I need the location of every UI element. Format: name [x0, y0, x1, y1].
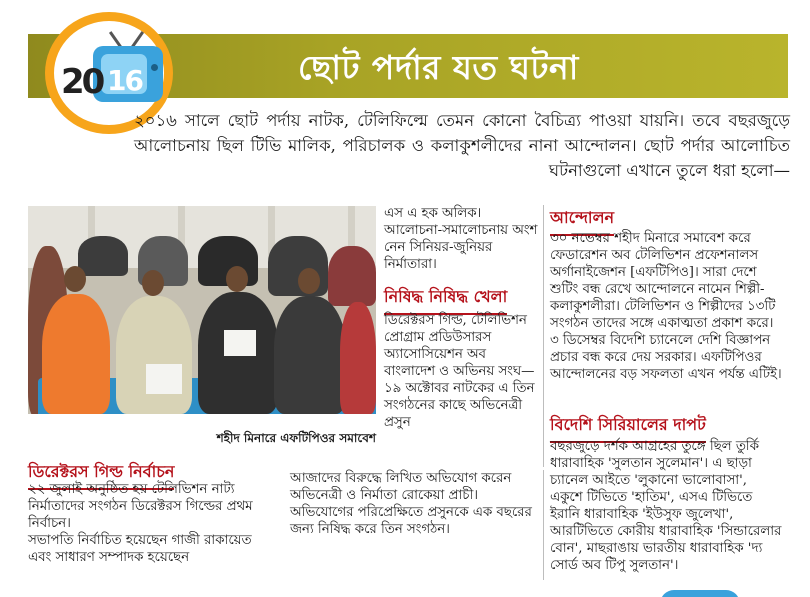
section-text-banned: ডিরেক্টরস গিল্ড, টেলিভিশন প্রোগ্রাম প্রডিউসারস অ্যাসোসিয়েশন অব বাংলাদেশ ও অভিনয় সংঘ— ১৯ অক্টোবর নাটকের এ তিন সংগঠনের কাছে অভিনেত্রী প্রসুন [384, 313, 535, 430]
section-text-foreign-serials: বছরজুড়ে দর্শক আগ্রহের তুঙ্গে ছিল তুর্কি ধারাবাহিক 'সুলতান সুলেমান'। এ ছাড়া চ্যানেল আইতে 'লুকানো ভালোবাসা', একুশে টিভিতে 'হাতিম', এসএ টিভিতে ইরানি ধারাবাহিক 'ইউসুফ জুলেখা', আরটিভিতে কোরীয় ধারাবাহিক 'সিন্ডারেলার বোন', মাছরাঙায় ভারতীয় ধারাবাহিক 'দ্য সোর্ড অব টিপু সুলতান'। [550, 439, 782, 573]
paragraph: অভিযোগের পরিপ্রেক্ষিতে প্রসুনকে এক বছরের জন্য নিষিদ্ধ করে তিন সংগঠন। [290, 505, 532, 537]
section-text-movement: ৩০ নভেম্বর শহীদ মিনারে সমাবেশ করে ফেডারেশন অব টেলিভিশন প্রফেশনালস অর্গানাইজেশন [এফটিপিও]। সারা দেশে শুটিং বন্ধ রেখে আন্দোলনে নামেন শিল্পী-কলাকুশলীরা। টেলিভিশন ও শিল্পীদের ১৩টি সংগঠন তাদের সঙ্গে একাত্মতা প্রকাশ করে। ৩ ডিসেম্বর বিদেশি চ্যানেলে দেশি বিজ্ঞাপন প্রচার বন্ধ করে দেয় সরকার। এফটিপিওর আন্দোলনের বড় সফলতা এখন পর্যন্ত এটিই। [550, 231, 782, 382]
photo-head [298, 268, 320, 294]
photo-paper [224, 330, 256, 356]
logo-year-part1: 20 [61, 62, 103, 102]
paragraph: সভাপতি নির্বাচিত হয়েছেন গাজী রাকায়েত এবং সাধারণ সম্পাদক হয়েছেন [28, 533, 252, 565]
column-divider [543, 470, 544, 580]
photo-person-dark-shirt [274, 296, 346, 414]
continued-text: এস এ হক অলিক। আলোচনা-সমালোচনায় অংশ নেন সিনিয়র-জুনিয়র নির্মাতারা। [384, 206, 538, 272]
intro-paragraph: ২০১৬ সালে ছোট পর্দায় নাটক, টেলিফিল্মে তেমন কোনো বৈচিত্র্য পাওয়া যায়নি। তবে বছরজুড়ে আলোচনায় ছিল টিভি মালিক, পরিচালক ও কলাকুশলীদের নানা আন্দোলন। ছোট পর্দার আলোচিত ঘটনাগুলো এখানে তুলে ধরা হলো— [134, 111, 790, 180]
tv-knob [151, 64, 158, 71]
section-text-banned-continued [290, 470, 540, 538]
section-heading-banned-label: নিষিদ্ধ নিষিদ্ধ খেলা [384, 284, 507, 315]
section-heading-movement-label: আন্দোলন [550, 205, 614, 236]
column-divider [543, 205, 544, 467]
paragraph: ২২ জুলাই অনুষ্ঠিত হয় টেলিভিশন নাট্য নির্মাতাদের সংগঠন ডিরেক্টরস গিল্ডের প্রথম নির্বাচন। [28, 482, 253, 531]
photo-head [64, 266, 86, 292]
section-heading-banned [384, 284, 540, 315]
section-text-directors-guild [28, 481, 274, 566]
photo-paper [146, 364, 182, 394]
photo-caption: শহীদ মিনারে এফটিপিওর সমাবেশ [216, 431, 376, 445]
paragraph: আজাদের বিরুদ্ধে লিখিত অভিযোগ করেন অভিনেত্রী ও নির্মাতা রোকেয়া প্রাচী। [290, 471, 512, 503]
photo-person [328, 246, 376, 306]
section-heading-foreign-serials-label: বিদেশি সিরিয়ালের দাপট [550, 412, 706, 443]
logo-year-part2: 16 [107, 64, 142, 97]
photo-person-light-shirt [116, 296, 192, 414]
section-heading-directors-guild-label: ডিরেক্টরস গিল্ড নির্বাচন [28, 459, 174, 490]
event-photo [28, 206, 376, 414]
photo-head [226, 266, 248, 292]
photo-person-orange-shirt [42, 294, 110, 414]
photo-head [142, 270, 164, 296]
photo-person-red-shirt [340, 302, 376, 414]
photo-person [268, 236, 328, 296]
photo-person [78, 236, 128, 276]
section-title: ছোট পর্দার যত ঘটনা [298, 48, 579, 87]
page-corner-decoration [660, 590, 740, 597]
